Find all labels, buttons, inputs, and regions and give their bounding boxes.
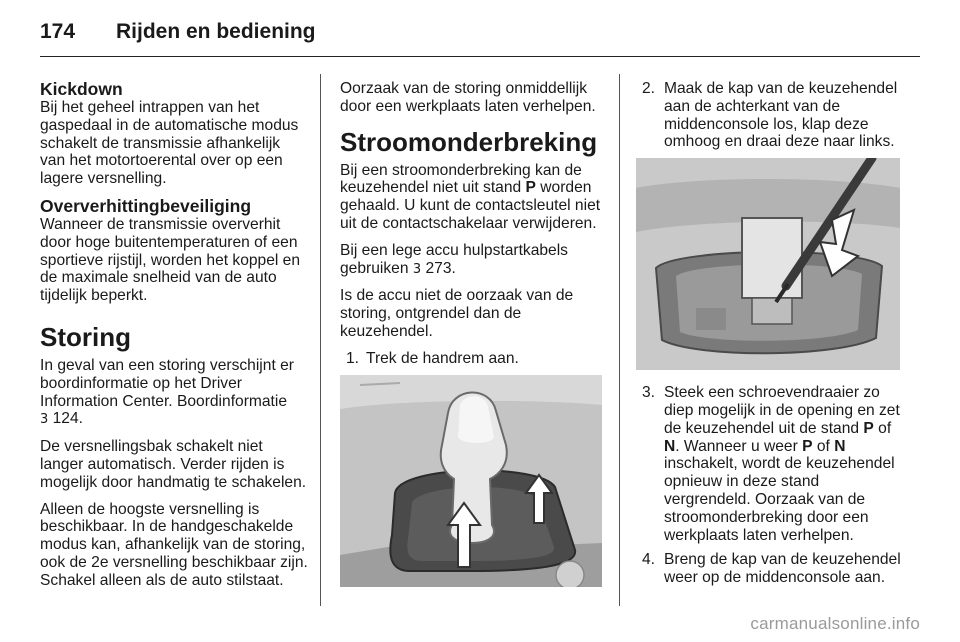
storing-p1-text: In geval van een storing verschijnt er boordinformatie op het Driver Information Center. Boordinformatie [40,356,294,410]
step-1-text: Trek de handrem aan. [366,349,519,367]
s3-n: N [664,437,676,455]
page-ref-icon: 3 [412,261,422,277]
column-left [40,80,308,599]
storing-paragraph-1 [40,357,308,429]
power-failure-paragraph-2 [340,242,606,279]
s3-b: of [873,419,892,437]
position-p-label: P [525,179,536,197]
step-4-number: 4. [642,551,656,569]
pf-p2-ref[interactable]: 273. [425,259,456,277]
column-middle [340,80,606,601]
pf-p2-text: Bij een lege accu hulpstartkabels gebruiken [340,241,568,277]
step-3-number: 3. [642,384,656,402]
storing-paragraph-2: De versnellingsbak schakelt niet langer automatisch. Verder rijden is mogelijk door handmatig te schakelen. [40,438,307,491]
step-4 [636,551,904,587]
s3-a: Steek een schroevendraaier zo diep mogelijk in de opening en zet de keuzehendel uit de stand [664,384,900,437]
console-cover-illustration [636,158,900,370]
step-2-text: Maak de kap van de keuzehendel aan de achterkant van de middenconsole los, klap deze omhoog en draai deze naar links. [664,80,898,151]
power-failure-paragraph-1 [340,162,606,233]
page-number: 174 [40,20,76,43]
step-4-text: Breng de kap van de keuzehendel weer op de middenconsole aan. [664,551,901,587]
gear-lever-illustration [340,375,602,587]
s3-c: . Wanneer u weer [675,437,803,455]
defect-text: Oorzaak van de storing onmiddellijk door een werkplaats laten verhelpen. [340,80,596,115]
s3-p2: P [802,437,813,455]
storing-heading: Storing [40,321,131,352]
column-divider [320,74,321,606]
pf-p1-b: worden gehaald. U kunt de contactsleutel niet uit de contactschakelaar verwijderen. [340,179,601,232]
page-ref-icon: 3 [40,412,49,428]
s3-e: inschakelt, wordt de keuzehendel opnieuw in deze stand vergrendeld. Oorzaak van de stroomonderbreking door een werkplaats laten verhelpen. [664,455,895,544]
power-failure-heading: Stroomonderbreking [340,126,598,157]
step-2 [636,80,904,151]
storing-paragraph-3: Alleen de hoogste versnelling is beschikbaar. In de handgeschakelde modus kan, afhankelijk van de storing, ook de 2e versnelling beschikbaar zijn. Schakel alleen als de auto stilstaat. [40,500,308,589]
s3-d: of [812,437,835,455]
step-3-text [664,384,904,544]
column-right [636,80,904,594]
power-failure-paragraph-3: Is de accu niet de oorzaak van de storing, ontgrendel dan de keuzehendel. [340,287,574,340]
overheat-heading: Oververhittingbeveiliging [40,195,252,216]
storing-p1-ref[interactable]: 124. [52,410,83,428]
s3-p: P [863,419,874,437]
page-title: Rijden en bediening [116,20,316,43]
kickdown-text: Bij het geheel intrappen van het gaspedaal in de automatische modus schakelt de transmissie afhankelijk van het motortoerental over op een lagere versnelling. [40,99,299,188]
step-1 [340,350,606,368]
step-3 [636,384,904,544]
kickdown-heading: Kickdown [40,79,123,99]
overheat-text: Wanneer de transmissie oververhit door hoge buitentemperaturen of een sportieve rijstijl, worden het koppel en de maximale snelheid van de auto tijdelijk beperkt. [40,215,301,305]
page-header [40,20,920,57]
watermark: carmanualsonline.info [750,614,920,633]
step-1-number: 1. [346,349,360,367]
column-divider [619,74,620,606]
step-2-number: 2. [642,80,656,97]
s3-n2: N [834,437,846,455]
pf-p1-a: Bij een stroomonderbreking kan de keuzehendel niet uit stand [340,161,582,197]
